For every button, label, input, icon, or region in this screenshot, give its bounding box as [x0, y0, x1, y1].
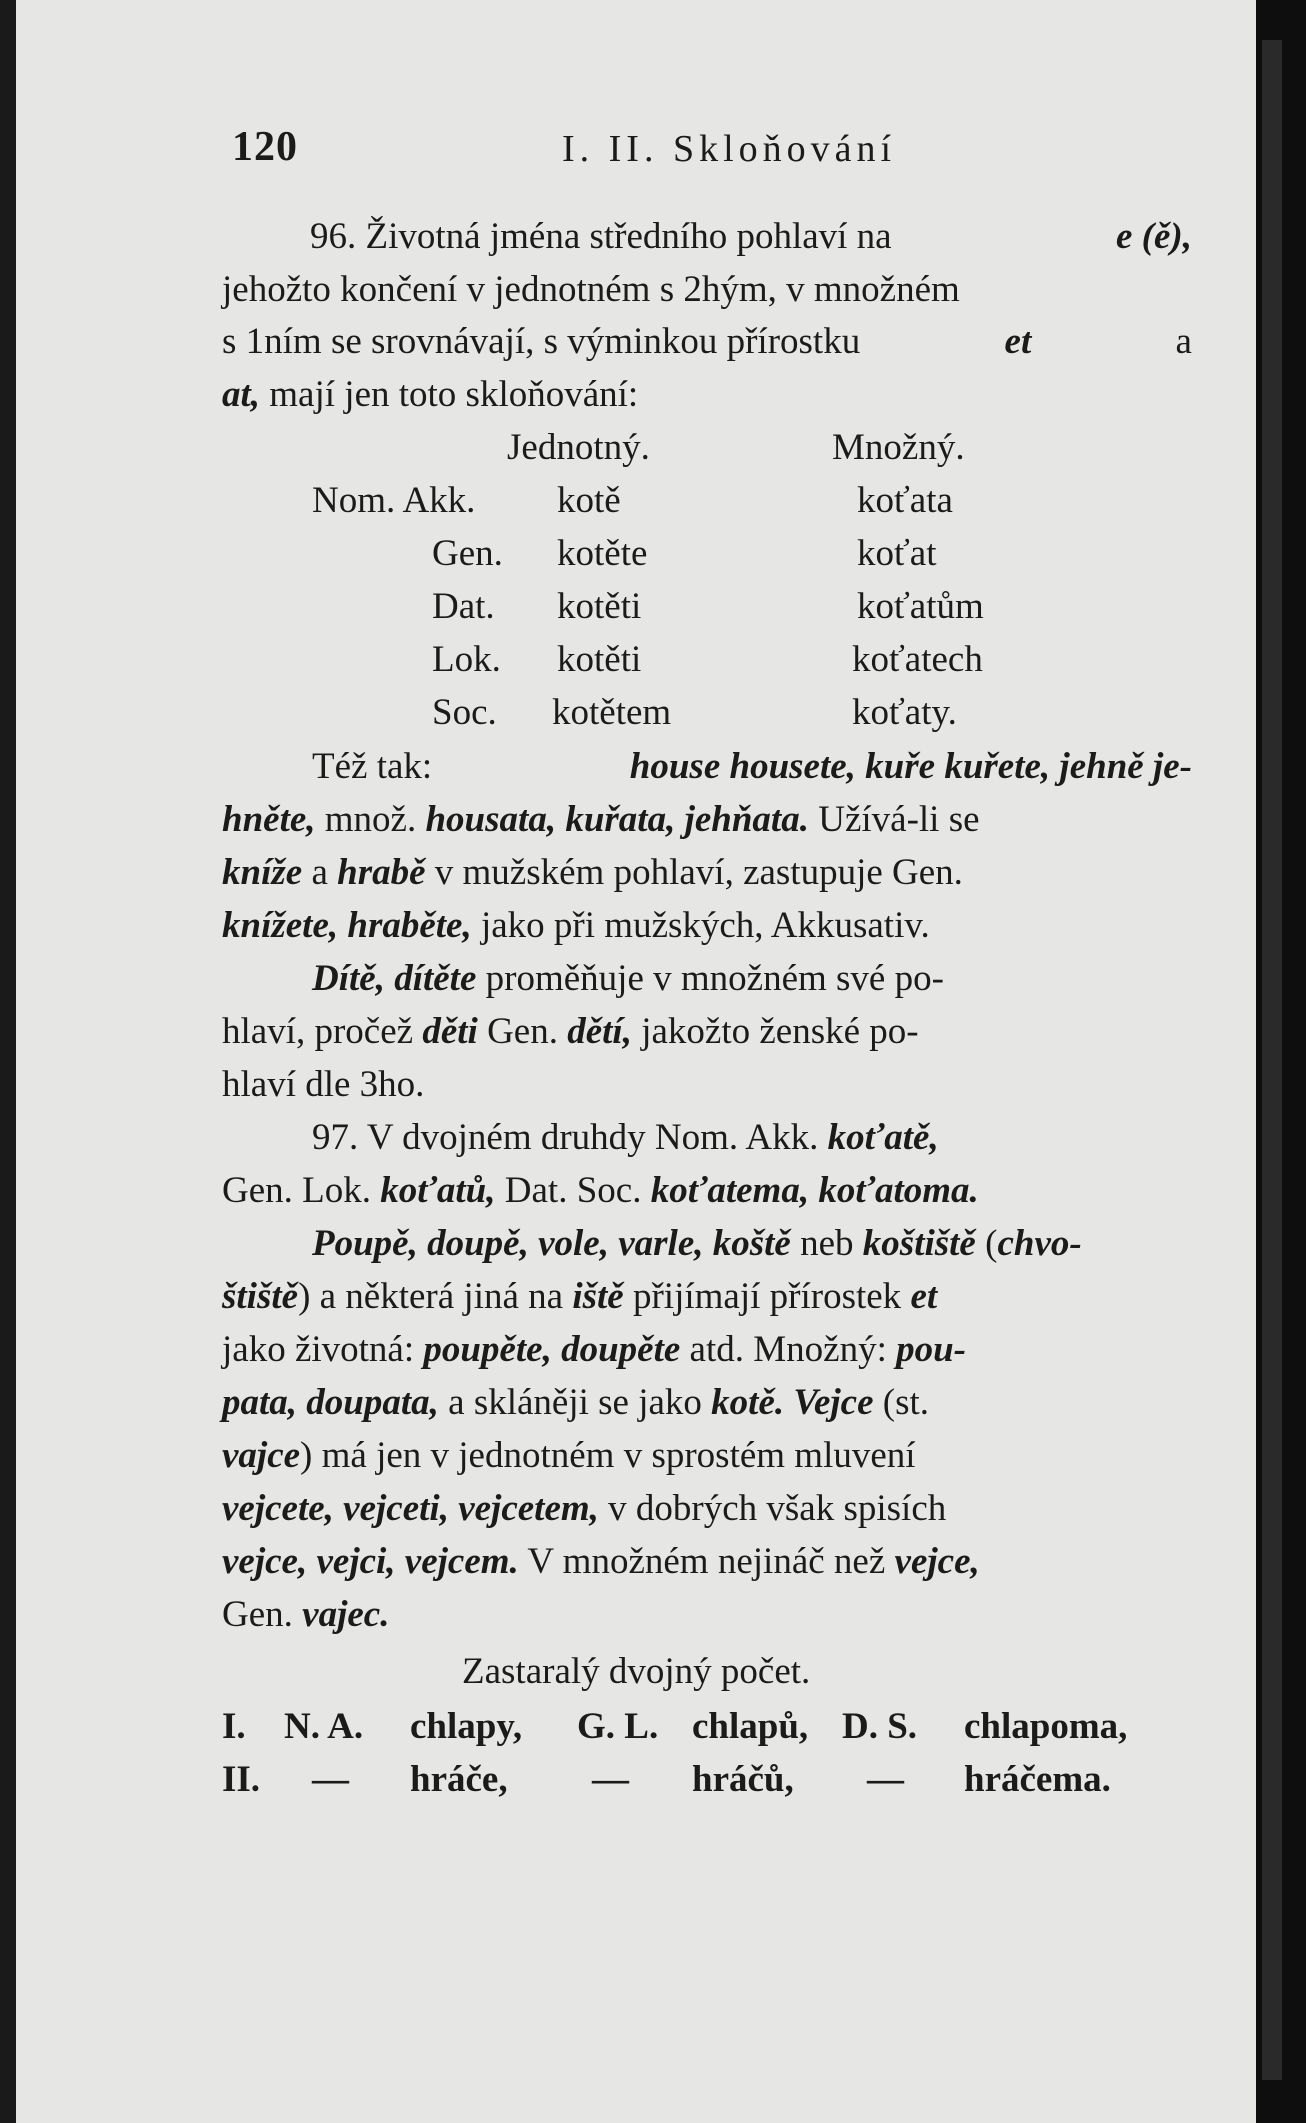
dual-row-2-form: hráče,: [410, 1759, 508, 1800]
para96-line3: s 1ním se srovnávají, s výminkou přírostku et a: [222, 321, 1192, 362]
table-row-singular: kotěti: [557, 639, 642, 680]
para96-line4: at, mají jen toto skloňování:: [222, 374, 639, 415]
table-row-case: Dat.: [432, 586, 495, 627]
table-row-singular: kotětem: [552, 692, 672, 733]
dite-line3: hlaví dle 3ho.: [222, 1064, 425, 1105]
table-head-plural: Množný.: [832, 427, 965, 468]
dual-row-1-num: I.: [222, 1706, 246, 1747]
tez-line1: Též tak: house housete, kuře kuřete, jehně je-: [312, 746, 1192, 787]
table-row-case: Soc.: [432, 692, 497, 733]
para97-line1: 97. V dvojném druhdy Nom. Akk. koťatě,: [312, 1117, 939, 1158]
dual-row-1-case: D. S.: [842, 1706, 918, 1747]
running-title: I. II. Skloňování: [562, 128, 897, 170]
dual-row-1-form: chlapů,: [692, 1706, 809, 1747]
table-row-singular: kotě: [557, 480, 621, 521]
dual-row-1-case: N. A.: [284, 1706, 364, 1747]
dual-title: Zastaralý dvojný počet.: [462, 1651, 811, 1692]
tez-line4: knížete, hraběte, jako při mužských, Akkusativ.: [222, 905, 930, 946]
dual-row-2-form: hráčů,: [692, 1759, 794, 1800]
dual-row-2-num: II.: [222, 1759, 261, 1800]
poupe-line3: jako životná: poupěte, doupěte atd. Množný: pou-: [222, 1329, 967, 1370]
poupe-line6: vejcete, vejceti, vejcetem, v dobrých však spisích: [222, 1488, 947, 1529]
poupe-line4: pata, doupata, a skláněji se jako kotě. Vejce (st.: [222, 1382, 929, 1423]
tez-line3: kníže a hrabě v mužském pohlaví, zastupuje Gen.: [222, 852, 963, 893]
table-head-singular: Jednotný.: [507, 427, 650, 468]
poupe-line8: Gen. vajec.: [222, 1594, 390, 1635]
dual-row-2-dash: —: [592, 1759, 629, 1800]
table-row-plural: koťaty.: [852, 692, 957, 733]
table-row-singular: kotěti: [557, 586, 642, 627]
poupe-line5: vajce) má jen v jednotném v sprostém mluvení: [222, 1435, 916, 1476]
page-edge-strip: [1262, 40, 1282, 2080]
page-number: 120: [232, 124, 298, 170]
table-row-case: Gen.: [432, 533, 503, 574]
poupe-line1: Poupě, doupě, vole, varle, koště neb koštiště (chvo-: [312, 1223, 1082, 1264]
book-page: [16, 0, 1256, 2123]
table-row-plural: koťatech: [852, 639, 983, 680]
dual-row-1-form: chlapoma,: [964, 1706, 1128, 1747]
dual-row-2-dash: —: [312, 1759, 349, 1800]
poupe-line7: vejce, vejci, vejcem. V množném nejináč než vejce,: [222, 1541, 980, 1582]
table-row-plural: koťatům: [857, 586, 984, 627]
dual-row-1-case: G. L.: [577, 1706, 659, 1747]
dite-line1: Dítě, dítěte proměňuje v množném své po-: [312, 958, 944, 999]
dual-row-2-dash: —: [867, 1759, 904, 1800]
para96-line1: 96. Životná jména středního pohlaví na e (ě),: [310, 216, 1192, 257]
dual-row-1-form: chlapy,: [410, 1706, 523, 1747]
poupe-line2: štiště) a některá jiná na iště přijímají přírostek et: [222, 1276, 938, 1317]
table-row-case: Nom. Akk.: [312, 480, 476, 521]
table-row-case: Lok.: [432, 639, 501, 680]
dual-row-2-form: hráčema.: [964, 1759, 1111, 1800]
tez-line2: hněte, množ. housata, kuřata, jehňata. Užívá-li se: [222, 799, 980, 840]
table-row-plural: koťat: [857, 533, 937, 574]
table-row-plural: koťata: [857, 480, 953, 521]
table-row-singular: kotěte: [557, 533, 648, 574]
dite-line2: hlaví, pročež děti Gen. dětí, jakožto ženské po-: [222, 1011, 919, 1052]
para96-line2: jehožto končení v jednotném s 2hým, v množném: [222, 269, 960, 310]
para97-line2: Gen. Lok. koťatů, Dat. Soc. koťatema, koťatoma.: [222, 1170, 979, 1211]
